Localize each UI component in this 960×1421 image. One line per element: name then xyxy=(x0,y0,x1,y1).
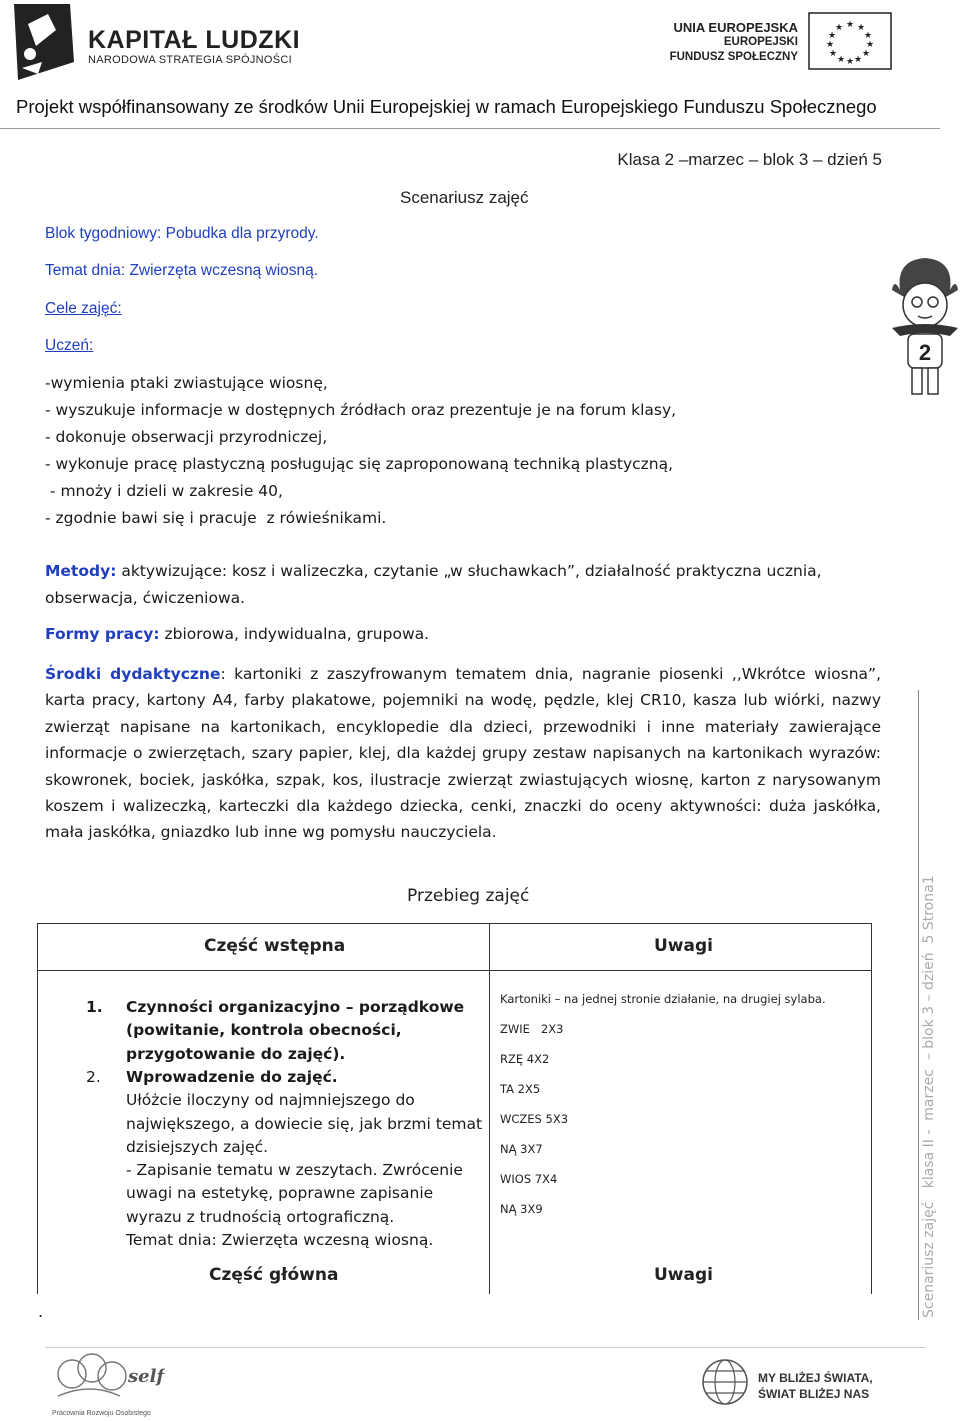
svg-text:★: ★ xyxy=(853,55,863,65)
step-line: - Zapisanie tematu w zeszytach. Zwrócenie xyxy=(126,1161,463,1180)
work-forms-line xyxy=(45,625,429,643)
note-line: Kartoniki – na jednej stronie działanie, na drugiej sylaba. xyxy=(500,992,826,1006)
class-info: Klasa 2 –marzec – blok 3 – dzień 5 xyxy=(617,150,882,169)
notes-column xyxy=(500,984,826,1224)
page-side-label: Scenariusz zajęć klasa II - marzec – blok 3 – dzień 5 Strona1 xyxy=(921,875,937,1318)
step-2 xyxy=(126,1066,486,1252)
step-line: Wprowadzenie do zajęć. xyxy=(126,1068,338,1086)
stray-dot: . xyxy=(38,1302,44,1321)
student-heading: Uczeń: xyxy=(45,337,94,354)
weekly-block xyxy=(45,225,319,243)
eu-line-1: UNIA EUROPEJSKA xyxy=(673,20,798,35)
svg-text:★: ★ xyxy=(827,31,837,41)
step-number: 2. xyxy=(86,1068,101,1086)
table-head-notes-2: Uwagi xyxy=(654,1265,713,1285)
day-topic xyxy=(45,262,318,280)
goal-item: - wykonuje pracę plastyczną posługując się zaproponowaną techniką plastyczną, xyxy=(45,455,674,473)
kl-logo-title: KAPITAŁ LUDZKI xyxy=(88,26,301,54)
mascot-child-icon xyxy=(890,250,960,400)
note-line: NĄ 3X7 xyxy=(500,1142,543,1156)
step-line: Temat dnia: Zwierzęta wczesną wiosną. xyxy=(126,1231,434,1250)
goal-item: - dokonuje obserwacji przyrodniczej, xyxy=(45,428,328,446)
step-line: Ułóżcie iloczyny od najmniejszego do xyxy=(126,1091,415,1110)
goal-item: -wymienia ptaki zwiastujące wiosnę, xyxy=(45,374,328,392)
step-number: 1. xyxy=(86,998,103,1016)
table-head-notes: Uwagi xyxy=(654,936,713,956)
step-line: uwagi na estetykę, poprawne zapisanie xyxy=(126,1184,434,1203)
header-divider xyxy=(0,128,940,129)
step-line: Czynności organizacyjno – porządkowe xyxy=(126,998,465,1016)
weekly-block-value: : Pobudka dla przyrody. xyxy=(157,225,319,242)
table-head-intro: Część wstępna xyxy=(204,936,346,956)
self-caption: Pracownia Rozwoju Osobistego xyxy=(52,1410,151,1417)
eu-line-2: EUROPEJSKI xyxy=(723,36,798,48)
document-title: Scenariusz zajęć xyxy=(400,188,529,207)
self-logo-icon xyxy=(50,1352,165,1418)
goal-item: - wyszukuje informacje w dostępnych źródłach oraz prezentuje je na forum klasy, xyxy=(45,401,677,419)
work-forms-label: Formy pracy: xyxy=(45,625,160,643)
mascot-number: 2 xyxy=(918,340,932,365)
svg-text:★: ★ xyxy=(825,40,835,50)
svg-text:★: ★ xyxy=(834,23,844,33)
day-topic-label: Temat dnia xyxy=(45,262,121,279)
slogan-line-1: MY BLIŻEJ ŚWIATA, xyxy=(758,1371,873,1385)
goal-item: - mnoży i dzieli w zakresie 40, xyxy=(45,482,283,500)
note-line: ZWIE 2X3 xyxy=(500,1022,564,1036)
goals-heading: Cele zajęć: xyxy=(45,300,122,317)
step-line: największego, a dowiecie się, jak brzmi temat xyxy=(126,1114,483,1133)
svg-text:★: ★ xyxy=(828,49,838,59)
svg-text:★: ★ xyxy=(845,57,855,67)
table-head-main: Część główna xyxy=(209,1265,339,1285)
step-line: dzisiejszych zajęć. xyxy=(126,1137,269,1156)
svg-text:★: ★ xyxy=(863,31,873,41)
eu-line-3: FUNDUSZ SPOŁECZNY xyxy=(669,51,798,63)
side-divider xyxy=(918,690,919,1320)
note-line: RZĘ 4X2 xyxy=(500,1052,550,1066)
table-header-divider xyxy=(38,970,871,971)
goal-item: - zgodnie bawi się i pracuje z rówieśnikami. xyxy=(45,509,387,527)
svg-text:self: self xyxy=(128,1366,165,1387)
teaching-aids-paragraph xyxy=(45,661,881,846)
svg-text:★: ★ xyxy=(856,23,866,33)
footer-slogan xyxy=(758,1370,873,1402)
methods-continuation: obserwacja, ćwiczeniowa. xyxy=(45,589,246,607)
kapital-ludzki-logo-icon xyxy=(8,2,78,82)
step-1 xyxy=(126,996,486,1066)
teaching-aids-label: Środki dydaktyczne xyxy=(45,665,221,683)
table-column-divider xyxy=(489,924,490,1294)
step-line: wyrazu z trudnością ortograficzną. xyxy=(126,1207,395,1226)
methods-label: Metody: xyxy=(45,562,117,580)
slogan-line-2: ŚWIAT BLIŻEJ NAS xyxy=(758,1387,870,1401)
note-line: WIOS 7X4 xyxy=(500,1172,558,1186)
step-line: (powitanie, kontrola obecności, xyxy=(126,1021,402,1040)
kl-logo-subtitle: NARODOWA STRATEGIA SPÓJNOŚCI xyxy=(88,54,292,66)
project-cofinancing-line: Projekt współfinansowany ze środków Unii Europejskiej w ramach Europejskiego Funduszu Społecznego xyxy=(16,96,877,117)
work-forms-value: zbiorowa, indywidualna, grupowa. xyxy=(159,625,430,643)
footer-divider xyxy=(45,1347,925,1348)
svg-text:★: ★ xyxy=(865,40,875,50)
weekly-block-label: Blok tygodniowy xyxy=(45,225,158,242)
note-line: NĄ 3X9 xyxy=(500,1202,543,1216)
methods-line xyxy=(45,562,822,580)
day-topic-value: : Zwierzęta wczesną wiosną. xyxy=(120,262,319,279)
note-line: WCZES 5X3 xyxy=(500,1112,569,1126)
svg-text:★: ★ xyxy=(845,20,855,30)
teaching-aids-value: : kartoniki z zaszyfrowanym tematem dnia, nagranie piosenki ,,Wkrótce wiosna”, karta pracy, kartony A4, farby plakatowe, pojemniki na wodę, pędzle, klej CR10, kasza lub wiórki, nazwy zwierząt napisane na kartonikach, encyklopedie dla dzieci, przewodniki i inne materiały zawierające informacje o zwierzętach, szary papier, klej, dla każdej grupy zestaw napisanych na kartonikach wyrazów: skowronek, bociek, jaskółka, szpak, kos, ilustracje zwierząt zwiastujących wiosnę, karton z narysowanym koszem i walizeczką, karteczki dla każdego dziecka, cenki, znaczki do oceny aktywności: duża jaskółka, mała jaskółka, gniazdko lub inne wg pomysłu nauczyciela. xyxy=(45,665,882,842)
step-line: przygotowanie do zajęć). xyxy=(126,1044,346,1063)
svg-text:★: ★ xyxy=(861,49,871,59)
svg-text:★: ★ xyxy=(836,55,846,65)
methods-value: aktywizujące: kosz i walizeczka, czytanie „w słuchawkach”, działalność praktyczna ucznia, xyxy=(116,562,822,580)
globe-icon xyxy=(700,1352,750,1414)
note-line: TA 2X5 xyxy=(500,1082,541,1096)
lesson-course-heading: Przebieg zajęć xyxy=(407,886,530,906)
eu-logo-text xyxy=(660,20,798,65)
eu-flag-icon xyxy=(808,12,892,70)
